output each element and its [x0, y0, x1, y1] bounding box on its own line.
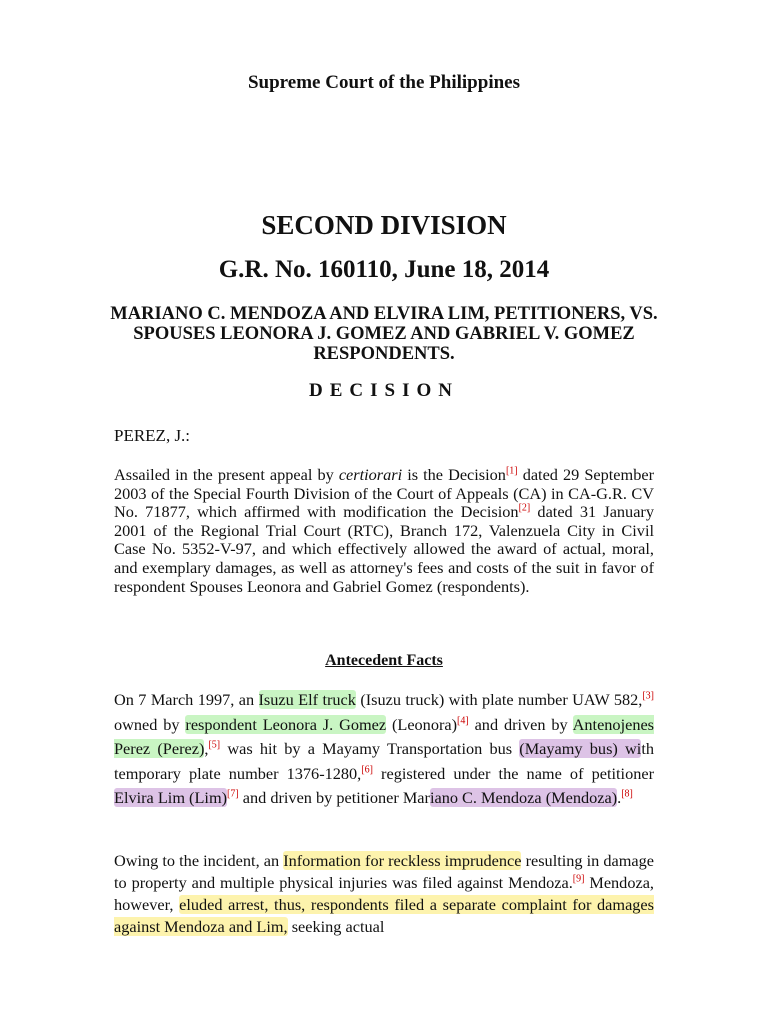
footnote-ref[interactable]: [8] [621, 788, 633, 800]
text: dated 31 January 2001 of the Regional Trial Court (RTC), Branch 172, Valenzuela City in Civil Case No. 5352-V-97, and which effectively allowed the award of actual, moral, and exemplary damages, as well as attorney's fees and costs of the suit in favor of respondent Spouses Leonora and Gabriel Gomez (respondents). [114, 502, 654, 596]
highlight-green: respondent Leonora J. Gomez [185, 714, 387, 734]
decision-title: DECISION [309, 380, 459, 401]
ponente: PEREZ, J.: [114, 426, 191, 445]
footnote-ref[interactable]: [9] [572, 873, 585, 885]
highlight-purple: (Mayamy bus) wi [519, 739, 642, 759]
court-name: Supreme Court of the Philippines [247, 72, 520, 93]
text: . [617, 788, 622, 808]
text: Mendoza, however, [114, 873, 654, 914]
highlight-purple: iano C. Mendoza (Mendoza) [429, 788, 618, 808]
paragraph-intro [114, 466, 654, 596]
footnote-ref[interactable]: [4] [457, 715, 469, 727]
text: (Isuzu truck) with plate number UAW 582, [355, 690, 643, 709]
text: registered under the name of petitioner [372, 763, 655, 783]
highlight-yellow: Information for reckless imprudence [283, 851, 522, 870]
text: , [204, 739, 209, 759]
text: is the Decision [402, 465, 506, 484]
footnote-ref[interactable]: [6] [361, 764, 373, 776]
text: owned by [114, 714, 186, 734]
highlight-green: Isuzu Elf truck [258, 690, 356, 709]
highlight-green: Antenojenes Perez (Perez) [114, 714, 655, 759]
division-heading: SECOND DIVISION [261, 210, 507, 240]
text: dated 29 September 2003 of the Special Fourth Division of the Court of Appeals (CA) in CA-G.R. CV No. 71877, which affirmed with modification the Decision [114, 465, 654, 522]
highlight-yellow: eluded arrest, thus, respondents filed a separate complaint for damages against Mendoza and Lim, [114, 895, 654, 936]
paragraph-facts [114, 688, 654, 811]
paragraph-incident [114, 850, 654, 938]
text: seeking actual [287, 917, 385, 936]
footnote-ref[interactable]: [2] [518, 502, 531, 514]
text: th temporary plate number 1376-1280, [114, 739, 654, 783]
footnote-ref[interactable]: [3] [642, 690, 655, 702]
footnote-ref[interactable]: [5] [208, 739, 221, 751]
italic-term: certiorari [338, 465, 403, 484]
section-heading: Antecedent Facts [325, 652, 443, 669]
footnote-ref[interactable]: [7] [227, 788, 239, 800]
text: Assailed in the present appeal by [114, 465, 339, 484]
highlight-purple: Elvira Lim (Lim) [114, 788, 228, 808]
footnote-ref[interactable]: [1] [505, 465, 518, 477]
case-number: G.R. No. 160110, June 18, 2014 [218, 256, 550, 283]
text: (Leonora) [386, 714, 458, 734]
text: and driven by [468, 714, 573, 734]
text: was hit by a Mayamy Transportation bus [220, 739, 520, 759]
case-parties: MARIANO C. MENDOZA AND ELVIRA LIM, PETITIONERS, VS. SPOUSES LEONORA J. GOMEZ AND GABRIEL V. GOMEZ RESPONDENTS. [110, 304, 658, 364]
text: On 7 March 1997, an [114, 690, 259, 709]
text: resulting in damage to property and multiple physical injuries was filed against Mendoza. [114, 851, 655, 892]
text: Owing to the incident, an [114, 851, 284, 870]
text: and driven by petitioner Mar [238, 788, 430, 808]
